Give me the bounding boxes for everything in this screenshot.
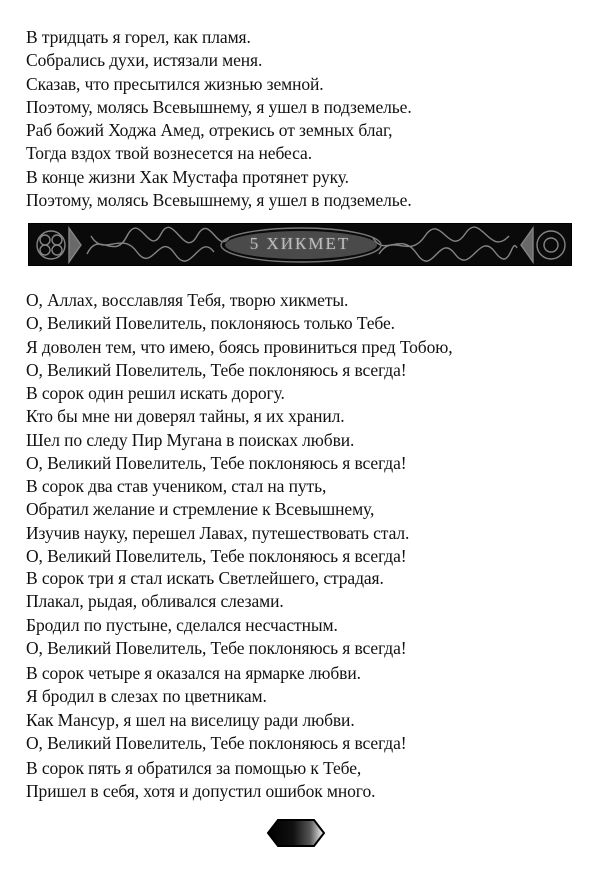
verse-line: О, Великий Повелитель, Тебе поклоняюсь я всегда! [26, 359, 407, 380]
page-footer-ornament [266, 817, 326, 854]
verse-line: Шел по следу Пир Мугана в поисках любви. [26, 429, 355, 450]
verse-line: В сорок пять я обратился за помощью к Тебе, [26, 758, 362, 778]
verse-line: Тогда вздох твой вознесется на небеса. [26, 143, 312, 164]
verse-line: Собрались духи, истязали меня. [26, 50, 263, 71]
stanza-6 [26, 567, 406, 660]
verse-line: О, Великий Повелитель, Тебе поклоняюсь я всегда! [26, 545, 407, 566]
verse-line: Я доволен тем, что имею, боясь провиниться пред Тобою, [26, 336, 453, 357]
verse-line: Я бродил в слезах по цветникам. [26, 686, 267, 707]
banner-title: 5 ХИКМЕТ [249, 234, 351, 253]
verse-line: Кто бы мне ни доверял тайны, я их хранил. [26, 406, 345, 427]
stanza-3 [26, 289, 453, 382]
verse-line: Поэтому, молясь Всевышнему, я ушел в подземелье. [26, 96, 412, 117]
verse-line: Обратил желание и стремление к Всевышнему, [26, 499, 375, 520]
stanza-5 [26, 475, 409, 568]
verse-line: О, Великий Повелитель, Тебе поклоняюсь я всегда! [26, 732, 407, 753]
verse-line: В сорок один решил искать дорогу. [26, 383, 285, 403]
stanza-8 [26, 757, 375, 804]
verse-line: О, Великий Повелитель, Тебе поклоняюсь я всегда! [26, 637, 407, 658]
stanza-2 [26, 119, 412, 212]
verse-line: Поэтому, молясь Всевышнему, я ушел в подземелье. [26, 189, 412, 210]
verse-line: В конце жизни Хак Мустафа протянет руку. [26, 166, 349, 187]
stanza-4 [26, 382, 406, 475]
stanza-1 [26, 26, 412, 119]
verse-line: В тридцать я горел, как пламя. [26, 27, 251, 47]
verse-line: О, Великий Повелитель, Тебе поклоняюсь я всегда! [26, 452, 407, 473]
stanza-7 [26, 662, 406, 755]
verse-line: Плакал, рыдая, обливался слезами. [26, 591, 284, 612]
verse-line: Как Мансур, я шел на виселицу ради любви. [26, 709, 355, 730]
verse-line: В сорок три я стал искать Светлейшего, страдая. [26, 568, 384, 588]
verse-line: Сказав, что пресытился жизнью земной. [26, 73, 324, 94]
verse-line: О, Великий Повелитель, поклоняюсь только Тебе. [26, 313, 395, 334]
verse-line: Пришел в себя, хотя и допустил ошибок много. [26, 781, 376, 802]
verse-line: В сорок четыре я оказался на ярмарке любви. [26, 663, 361, 683]
verse-line: Изучив науку, перешел Лавах, путешествовать стал. [26, 522, 410, 543]
verse-line: Раб божий Ходжа Амед, отрекись от земных благ, [26, 120, 393, 140]
hexagon-ornament-icon [266, 817, 326, 849]
verse-line: О, Аллах, восславляя Тебя, творю хикметы. [26, 290, 349, 310]
verse-line: Бродил по пустыне, сделался несчастным. [26, 614, 338, 635]
verse-line: В сорок два став учеником, стал на путь, [26, 476, 327, 496]
section-banner [28, 223, 572, 266]
